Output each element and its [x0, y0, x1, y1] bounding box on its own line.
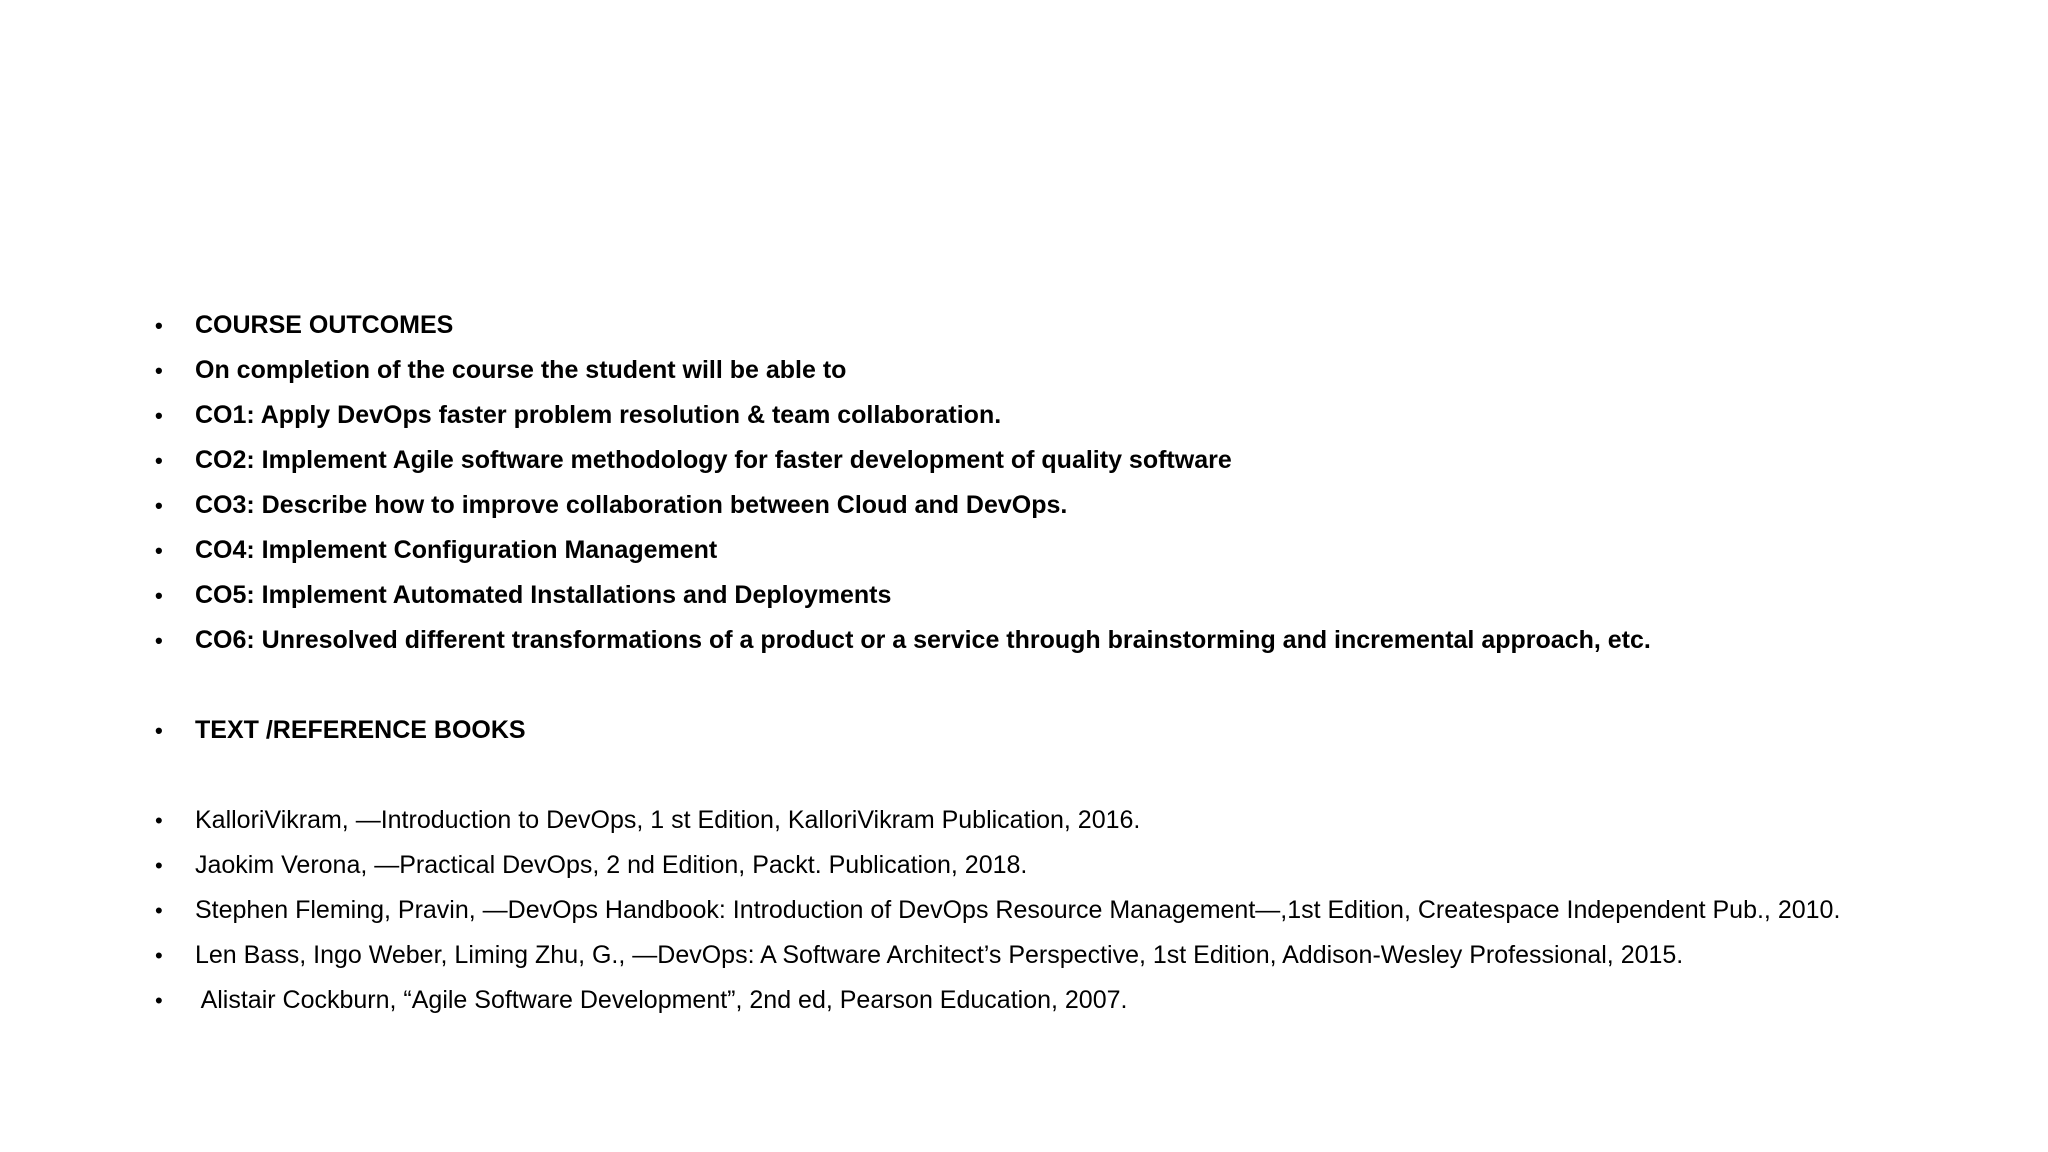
bullet-icon: • — [155, 583, 163, 608]
course-outcome-text: CO5: Implement Automated Installations and Deployments — [195, 581, 892, 609]
course-outcome-item — [155, 393, 2005, 438]
course-outcome-item — [155, 483, 2005, 528]
reference-book-item — [155, 888, 2005, 933]
bullet-icon: • — [155, 493, 163, 518]
reference-book-text: Len Bass, Ingo Weber, Liming Zhu, G., —DevOps: A Software Architect’s Perspective, 1st Edition, Addison-Wesley Professional, 2015. — [195, 941, 1684, 969]
bullet-list — [155, 303, 2005, 1023]
slide-body — [155, 303, 2005, 1023]
reference-book-text: Alistair Cockburn, “Agile Software Development”, 2nd ed, Pearson Education, 2007. — [195, 986, 1128, 1014]
bullet-icon: • — [155, 538, 163, 563]
reference-book-item — [155, 843, 2005, 888]
course-outcome-text: CO2: Implement Agile software methodology for faster development of quality software — [195, 446, 1232, 474]
books-heading — [155, 708, 2005, 753]
reference-book-item — [155, 978, 2005, 1023]
outcomes-heading-text: COURSE OUTCOMES — [195, 311, 454, 339]
reference-book-text: KalloriVikram, —Introduction to DevOps, 1 st Edition, KalloriVikram Publication, 2016. — [195, 806, 1141, 834]
course-outcome-item — [155, 528, 2005, 573]
bullet-icon: • — [155, 988, 163, 1013]
outcomes-intro — [155, 348, 2005, 393]
bullet-icon: • — [155, 853, 163, 878]
outcomes-intro-text: On completion of the course the student will be able to — [195, 356, 847, 384]
reference-book-item — [155, 933, 2005, 978]
course-outcome-text: CO3: Describe how to improve collaboration between Cloud and DevOps. — [195, 491, 1068, 519]
course-outcome-item — [155, 573, 2005, 618]
bullet-icon: • — [155, 358, 163, 383]
bullet-icon: • — [155, 448, 163, 473]
bullet-icon: • — [155, 943, 163, 968]
course-outcome-item — [155, 618, 2005, 663]
bullet-icon: • — [155, 313, 163, 338]
reference-book-item — [155, 798, 2005, 843]
bullet-icon: • — [155, 628, 163, 653]
bullet-icon: • — [155, 898, 163, 923]
bullet-icon: • — [155, 718, 163, 743]
books-heading-text: TEXT /REFERENCE BOOKS — [195, 716, 526, 744]
outcomes-heading — [155, 303, 2005, 348]
course-outcome-text: CO4: Implement Configuration Management — [195, 536, 718, 564]
reference-book-text: Stephen Fleming, Pravin, —DevOps Handbook: Introduction of DevOps Resource Management—,1st Edition, Createspace Independent Pub., 2010. — [195, 896, 1841, 924]
course-outcome-text: CO1: Apply DevOps faster problem resolution & team collaboration. — [195, 401, 1002, 429]
course-outcome-item — [155, 438, 2005, 483]
bullet-icon: • — [155, 808, 163, 833]
reference-book-text: Jaokim Verona, —Practical DevOps, 2 nd Edition, Packt. Publication, 2018. — [195, 851, 1028, 879]
course-outcome-text: CO6: Unresolved different transformations of a product or a service through brainstorming and incremental approach, etc. — [195, 626, 1651, 654]
bullet-icon: • — [155, 403, 163, 428]
